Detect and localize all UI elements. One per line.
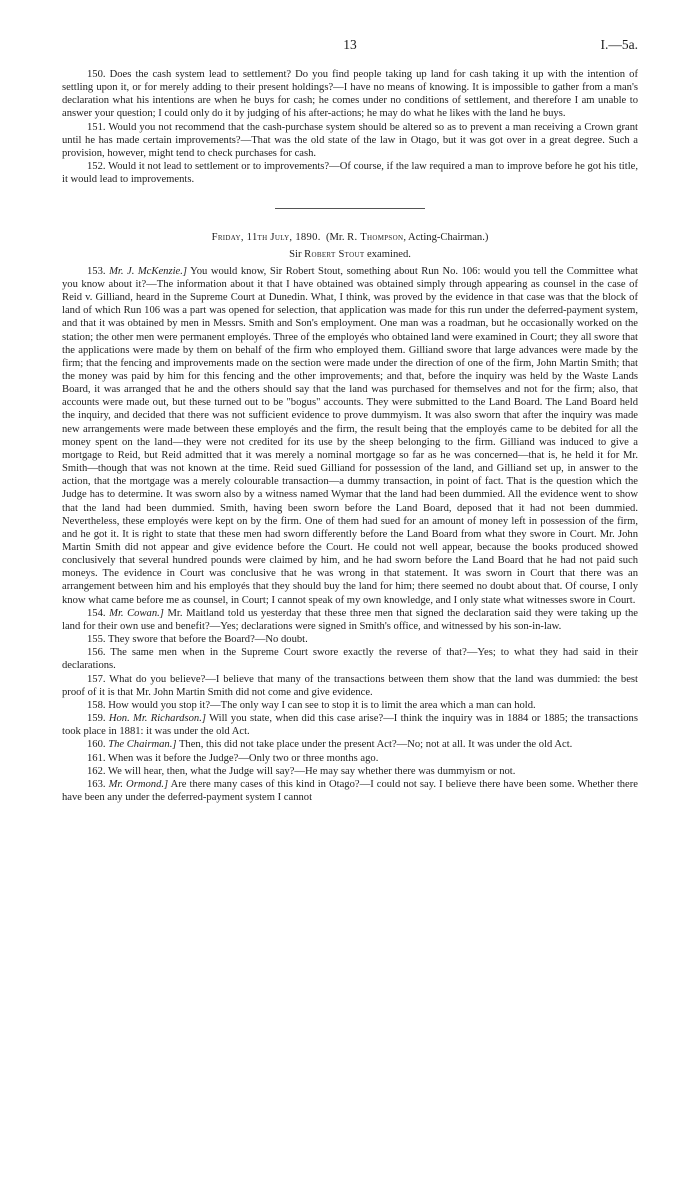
qa-item bbox=[62, 633, 638, 646]
chair-open: (Mr. bbox=[325, 232, 348, 244]
qa-item bbox=[62, 738, 638, 751]
page-header bbox=[62, 38, 638, 68]
qa-section bbox=[62, 265, 638, 804]
qa-number: 163. bbox=[87, 778, 106, 790]
qa-text: You would know, Sir Robert Stout, something about Run No. 106: would you tell the Committee what you know about it?—The information about it that I have obtained was obtained simply through appearing as counsel in the case of Reid v. Gilliand, heard in the Supreme Court at Dunedin. What, I think, was proved by the evidence in that case was that the block of land of which Run 106 was a part was opened for selection, that application was made for this run under the deferred-payment system, and that it was obtained by men in Messrs. Smith and Son's employment. One man was a roadman, but he occasionally worked on the station; the other men were permanent employés. Three of the employés who obtained land were examined in Court; they all swore that the applications were made by them on behalf of the firm who employed them. Gilliand swore that large advances were made by the firm; that the fencing and improvements made on the section were made under the direction of one of the firm, John Martin Smith; that the money was paid by him for this fencing and the other improvements; and that, before the inquiry was held by the Waste Lands Board, it was arranged that he and the others should say that the land was purchased for themselves and not for the firm; also, that accounts were made out, but these turned out to be "bogus" accounts. They were submitted to the Land Board. The Land Board held the inquiry, and decided that there was not sufficient evidence to prove dummyism. It was also sworn that after the inquiry was made new arrangements were made between these employés and the firm, the result being that the employés came to be debited for all the money spent on the land—they were not credited for its use by the sheep belonging to the firm. Gilliand was induced to give a mortgage to Reid, but Reid admitted that it was merely a nominal mortgage so far as he was concerned—that is, he held it for Mr. Smith—though that was not known at the time. Reid sued Gilliand for possession of the land, and Gilliand set up, in answer to the action, that the mortgage was a merely colourable transaction—a dummy transaction, in point of fact. That is the question which the Judge has to determine. It was sworn also by a witness named Wymar that the land had been dummied. All the evidence went to show that the land had been dummied. Smith, having been sworn before the Land Board, deposed that it had not been dummied. Nevertheless, these employés were kept on by the firm. One of them had sued for an amount of money left in possession of the firm, and he got it. It is right to state that these men had sworn differently before the Land Board from what they swore in Court. Mr. John Martin Smith did not appear and give evidence before the Court. He could not well appear, because the books produced showed conclusively that several hundred pounds were claimed by him, and he had sworn before the Land Board that he had not paid such moneys. The evidence in Court was conclusive that he was wrong in that statement. It was sworn in Court that there was an arrangement between him and his employés that they should buy the land for him; there seemed no doubt about that. Of course, I only know what came before me as counsel, in Court; I cannot speak of my own knowledge, and I only state what witnesses swore in Court. bbox=[62, 265, 638, 606]
qa-speaker: Mr. J. McKenzie.] bbox=[109, 265, 187, 277]
document-reference: I.—5a. bbox=[600, 37, 638, 52]
qa-text: Are there many cases of this kind in Otago?—I could not say. I believe there have been some. Whether there have been any under the deferred-payment system I cannot bbox=[62, 778, 638, 803]
qa-item bbox=[62, 673, 638, 699]
page-number: 13 bbox=[343, 37, 357, 52]
session-heading bbox=[62, 231, 638, 244]
session-date: Friday, 11th July, 1890. bbox=[211, 232, 321, 244]
paragraph-152: 152. Would it not lead to settlement or to improvements?—Of course, if the law required a man to improve before he got his title, it would lead to improvements. bbox=[62, 161, 638, 186]
qa-text: When was it before the Judge?—Only two or three months ago. bbox=[108, 752, 379, 764]
qa-item bbox=[62, 752, 638, 765]
chair-name: R. Thompson bbox=[347, 232, 404, 244]
qa-number: 161. bbox=[87, 752, 106, 764]
qa-item bbox=[62, 778, 638, 804]
qa-number: 160. bbox=[87, 739, 106, 751]
qa-item bbox=[62, 765, 638, 778]
witness-suffix: examined. bbox=[364, 248, 411, 260]
qa-item bbox=[62, 607, 638, 633]
qa-item bbox=[62, 712, 638, 738]
qa-number: 155. bbox=[87, 634, 106, 646]
qa-number: 158. bbox=[87, 699, 106, 711]
qa-text: The same men when in the Supreme Court swore exactly the reverse of that?—Yes; to what they had said in their declarations. bbox=[62, 647, 638, 672]
qa-text: How would you stop it?—The only way I can see to stop it is to limit the area which a man can hold. bbox=[108, 699, 536, 711]
paragraph-151: 151. Would you not recommend that the cash-purchase system should be altered so as to prevent a man receiving a Crown grant until he has made certain improvements?—That was the old state of the law in Otago, but it was got over in a great degree. Such a provision, however, might tend to check purchases for cash. bbox=[62, 121, 638, 159]
qa-number: 159. bbox=[87, 713, 106, 725]
witness-prefix: Sir bbox=[289, 248, 305, 260]
qa-number: 157. bbox=[87, 673, 106, 685]
qa-item bbox=[62, 699, 638, 712]
intro-paragraphs bbox=[62, 68, 638, 186]
chair-close: , Acting-Chairman.) bbox=[403, 232, 489, 244]
qa-speaker: Mr. Cowan.] bbox=[109, 607, 164, 619]
section-divider bbox=[275, 208, 425, 209]
qa-speaker: Hon. Mr. Richardson.] bbox=[108, 713, 206, 725]
paragraph-150: 150. Does the cash system lead to settlement? Do you find people taking up land for cash taking it up with the intention of settling upon it, or for merely adding to their present holdings?—I have no means of knowing. It is impossible to gather from a man's declaration what his intentions are when he buys for cash; he comes under no conditions of settlement, and therefore I am unable to answer your question; I could only do it by judging of his after-actions; he may do what he likes with the land he buys. bbox=[62, 69, 638, 120]
qa-text: They swore that before the Board?—No doubt. bbox=[108, 634, 308, 646]
qa-number: 154. bbox=[87, 607, 106, 619]
qa-text: Then, this did not take place under the present Act?—No; not at all. It was under the old Act. bbox=[178, 739, 573, 751]
qa-speaker: Mr. Ormond.] bbox=[108, 778, 169, 790]
qa-text: We will hear, then, what the Judge will say?—He may say whether there was dummyism or not. bbox=[108, 765, 516, 777]
qa-number: 156. bbox=[87, 647, 106, 659]
witness-name: Robert Stout bbox=[304, 248, 365, 260]
qa-speaker: The Chairman.] bbox=[108, 739, 177, 751]
qa-text: Mr. Maitland told us yesterday that these three men that signed the declaration said they were taking up the land for their own use and benefit?—Yes; declarations were signed in Smith's office, and witnessed by his son-in-law. bbox=[62, 607, 638, 632]
qa-text: What do you believe?—I believe that many of the transactions between them show that the land was dummied: the best proof of it is that Mr. John Martin Smith did not come and give evidence. bbox=[62, 673, 638, 698]
qa-number: 162. bbox=[87, 765, 106, 777]
witness-line bbox=[62, 248, 638, 261]
qa-number: 153. bbox=[87, 265, 106, 277]
qa-text: Will you state, when did this case arise?—I think the inquiry was in 1884 or 1885; the transactions took place in 1881: it was under the old Act. bbox=[62, 713, 638, 738]
qa-item bbox=[62, 646, 638, 672]
qa-item bbox=[62, 265, 638, 607]
